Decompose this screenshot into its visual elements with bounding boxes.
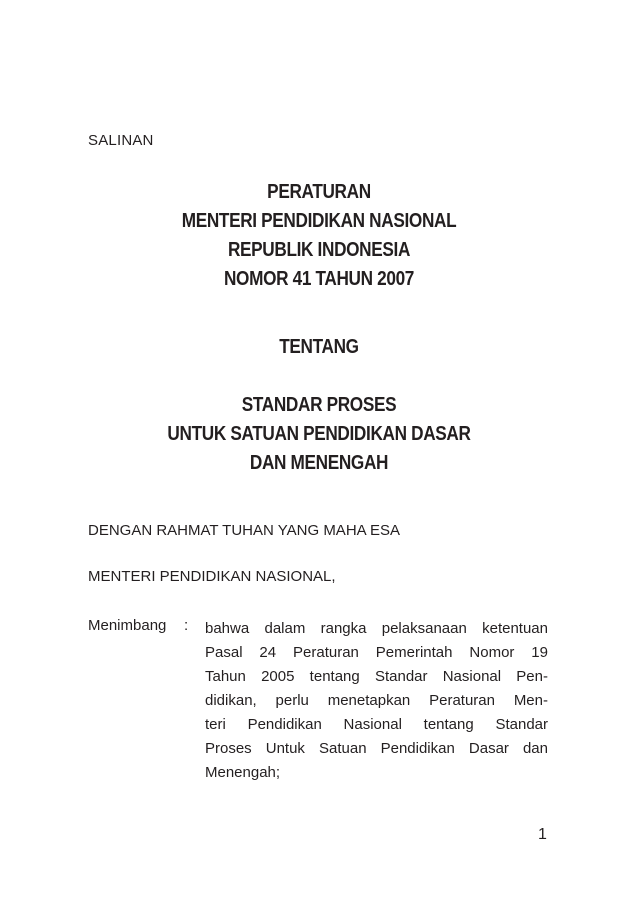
title-line: PERATURAN (267, 181, 371, 203)
blessing-line: DENGAN RAHMAT TUHAN YANG MAHA ESA (88, 522, 401, 539)
considering-line: didikan, perlu menetapkan Peraturan Men- (205, 692, 548, 709)
subject-line: DAN MENENGAH (249, 452, 389, 474)
title-line: NOMOR 41 TAHUN 2007 (223, 268, 415, 290)
considering-label: Menimbang (88, 617, 167, 634)
about-label: TENTANG (279, 336, 359, 358)
subject-line: STANDAR PROSES (241, 394, 397, 416)
considering-line: Proses Untuk Satuan Pendidikan Dasar dan (205, 740, 548, 757)
regulation-title (45, 178, 594, 294)
considering-separator: : (184, 617, 189, 634)
regulation-subject (45, 391, 594, 478)
considering-line: teri Pendidikan Nasional tentang Standar (205, 716, 548, 733)
considering-text (205, 617, 548, 785)
copy-label: SALINAN (88, 132, 154, 149)
considering-line: Pasal 24 Peraturan Pemerintah Nomor 19 (205, 644, 548, 661)
issuer-line: MENTERI PENDIDIKAN NASIONAL, (88, 568, 336, 585)
title-line: MENTERI PENDIDIKAN NASIONAL (181, 210, 457, 232)
about-heading (45, 333, 594, 362)
considering-line: Menengah; (205, 764, 281, 781)
page-number: 1 (538, 826, 547, 843)
title-line: REPUBLIK INDONESIA (227, 239, 411, 261)
considering-line: Tahun 2005 tentang Standar Nasional Pen- (205, 668, 548, 685)
considering-line: bahwa dalam rangka pelaksanaan ketentuan (205, 620, 548, 637)
subject-line: UNTUK SATUAN PENDIDIKAN DASAR (167, 423, 471, 445)
